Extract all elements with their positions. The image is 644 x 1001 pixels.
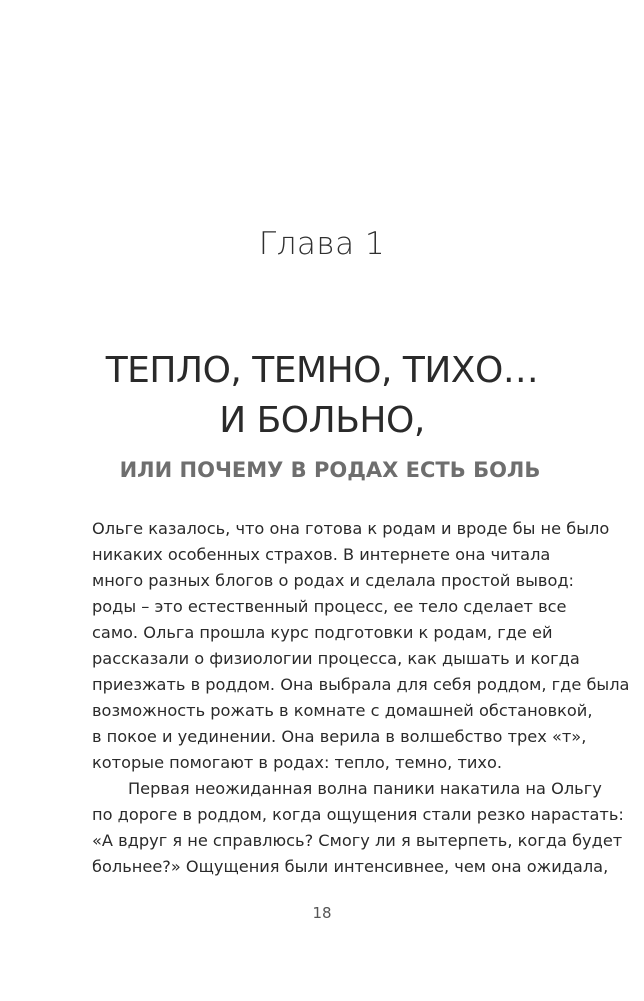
body-line: которые помогают в родах: тепло, темно, тихо. bbox=[92, 753, 503, 772]
body-line-paragraph-start: Первая неожиданная волна паники накатила на Ольгу bbox=[128, 779, 602, 798]
chapter-title-line-2: И БОЛЬНО, bbox=[219, 400, 425, 441]
page-number: 18 bbox=[312, 904, 332, 922]
body-text bbox=[92, 516, 630, 880]
body-line: по дороге в роддом, когда ощущения стали резко нарастать: bbox=[92, 805, 624, 824]
chapter-label: Глава 1 bbox=[258, 226, 386, 262]
body-line: приезжать в роддом. Она выбрала для себя роддом, где была bbox=[92, 675, 630, 694]
body-line: «А вдруг я не справлюсь? Смогу ли я вытерпеть, когда будет bbox=[92, 831, 623, 850]
body-line: Ольге казалось, что она готова к родам и вроде бы не было bbox=[92, 519, 610, 538]
body-line: рассказали о физиологии процесса, как дышать и когда bbox=[92, 649, 580, 668]
body-line: в покое и уединении. Она верила в волшебство трех «т», bbox=[92, 727, 587, 746]
body-line: много разных блогов о родах и сделала простой вывод: bbox=[92, 571, 575, 590]
body-line: возможность рожать в комнате с домашней обстановкой, bbox=[92, 701, 593, 720]
body-line: роды – это естественный процесс, ее тело сделает все bbox=[92, 597, 567, 616]
body-line: никаких особенных страхов. В интернете она читала bbox=[92, 545, 551, 564]
chapter-title-line-1: ТЕПЛО, ТЕМНО, ТИХО… bbox=[105, 350, 539, 391]
body-line: больнее?» Ощущения были интенсивнее, чем она ожидала, bbox=[92, 857, 609, 876]
chapter-subtitle: ИЛИ ПОЧЕМУ В РОДАХ ЕСТЬ БОЛЬ bbox=[119, 458, 541, 482]
body-line: само. Ольга прошла курс подготовки к родам, где ей bbox=[92, 623, 553, 642]
